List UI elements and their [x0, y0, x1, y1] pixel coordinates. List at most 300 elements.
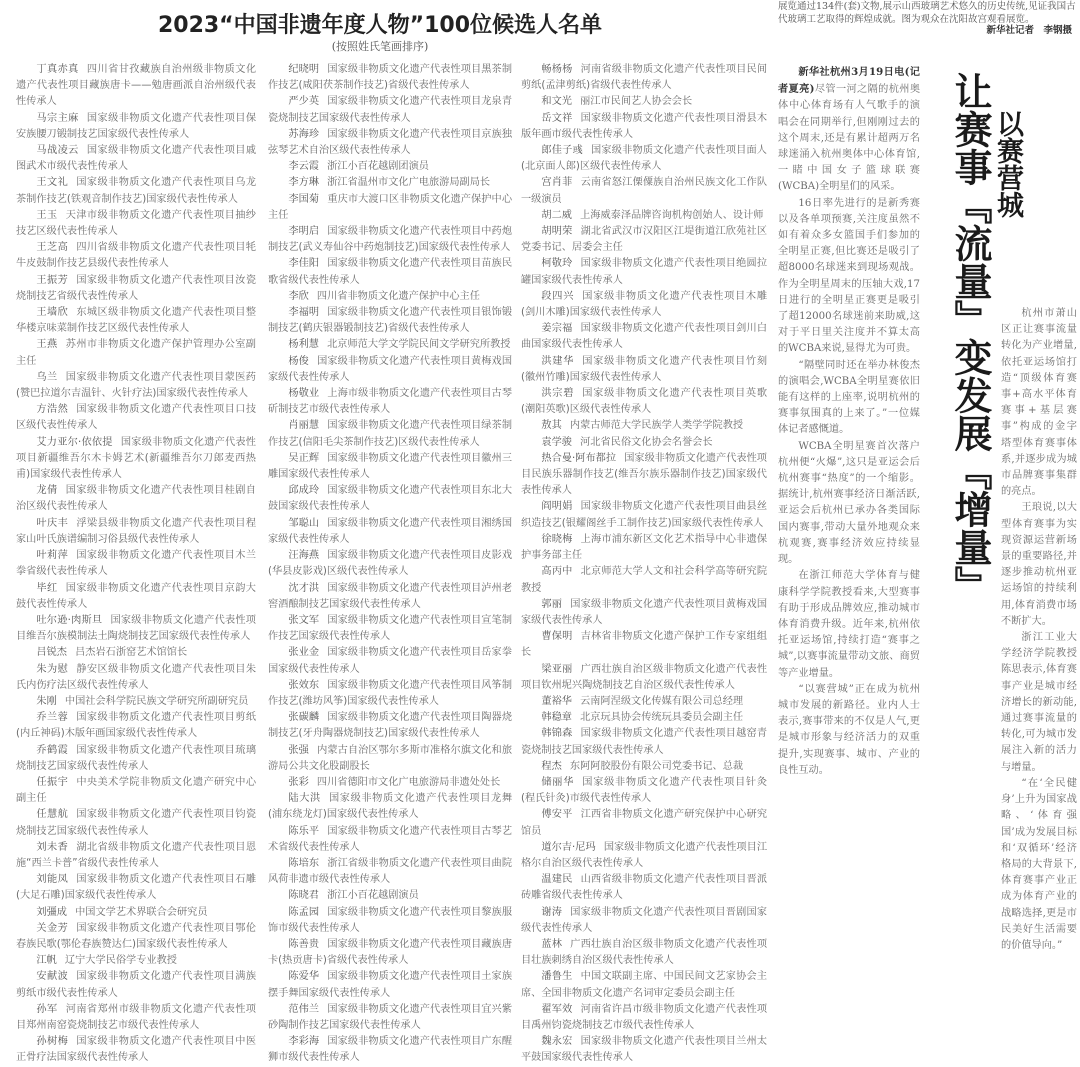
- candidate-name: 杨敬业: [288, 388, 320, 400]
- candidate-description: 浙江小百花越剧团演员: [327, 161, 429, 173]
- candidate-name: 张彩: [288, 776, 309, 788]
- candidate-entry: [521, 175, 767, 207]
- candidate-name: 叶庆丰: [36, 517, 69, 529]
- candidate-entry: [268, 775, 512, 791]
- candidate-entry: [268, 224, 512, 256]
- candidate-entry: [268, 62, 512, 94]
- candidate-description: 云南省怒江傈僳族自治州民族文化工作队一级演员: [521, 177, 768, 205]
- candidate-name: 敖其: [541, 420, 562, 432]
- candidate-description: 国家级非物质文化遗产代表性项目戚图武术市级代表性传承人: [16, 145, 257, 173]
- candidate-entry: [16, 775, 256, 807]
- article-paragraph: 16日率先进行的是新秀赛以及各单项预赛,关注度虽然不如有着众多女篮国手们参加的全明星正赛,但比赛还是吸引了超8000名球迷来到现场观战。作为全明星周末的压轴大戏,17日进行的全明星正赛更是吸引了超12000名球迷前来助威,这对于平日里关注度并不算太高的WCBA来说,显得尤为可贵。: [778, 197, 920, 355]
- candidate-description: 国家级非物质文化遗产代表性项目中药炮制技艺(武义寿仙谷中药炮制技艺)国家级代表性传承人: [268, 226, 513, 254]
- candidate-name: 毕红: [36, 582, 58, 594]
- candidate-description: 国家级非物质文化遗产代表性项目龙舞(浦东绕龙灯)国家级代表性传承人: [268, 793, 513, 821]
- candidate-name: 杨利慧: [288, 339, 319, 351]
- candidate-name: 苏海珍: [288, 128, 320, 140]
- candidate-name: 洪建华: [541, 355, 575, 367]
- candidate-description: 国家级非物质文化遗产代表性项目黎族服饰市级代表性传承人: [268, 906, 513, 934]
- candidate-name: 陈孟园: [288, 906, 320, 918]
- article-paragraph: “隔壁同时还在举办林俊杰的演唱会,WCBA全明星赛依旧能有这样的上座率,说明杭州的赛事氛围真的上来了。”一位媒体记者感慨道。: [778, 359, 920, 436]
- candidate-description: 国家级非物质文化遗产代表性项目徽州三雕国家级代表性传承人: [268, 452, 513, 481]
- candidate-name: 方浩然: [36, 404, 69, 416]
- candidate-entry: [16, 516, 256, 548]
- candidate-description: 国家级非物质文化遗产代表性项目龙泉青瓷烧制技艺国家级代表性传承人: [268, 96, 513, 124]
- article-paragraph: 王琅说,以大型体育赛事为实现资源运营新场景的重要路径,并逐步推动杭州亚运场馆的持续利用,体育消费市场不断扩大。: [1001, 502, 1077, 627]
- candidate-entry: [268, 905, 512, 937]
- candidate-description: 国家级非物质文化遗产代表性项目面人(北京面人郎)区级代表性传承人: [521, 145, 767, 173]
- candidate-description: 国家级非物质文化遗产代表性项目风筝制作技艺(潍坊风筝)国家级代表性传承人: [268, 679, 513, 707]
- candidate-name: 马战凌云: [36, 145, 79, 157]
- candidate-name: 邹聪山: [288, 517, 320, 529]
- candidate-description: 江西省非物质文化遗产研究保护中心研究馆员: [521, 809, 768, 837]
- candidate-entry: [16, 872, 256, 904]
- candidate-description: 湖北省级非物质文化遗产代表性项目恩施“西兰卡普”省级代表性传承人: [16, 841, 257, 869]
- candidate-description: 国家级非物质文化遗产代表性项目土家族摆手舞国家级代表性传承人: [268, 971, 513, 999]
- candidate-description: 国家级非物质文化遗产代表性项目宜兴紫砂陶制作技艺国家级代表性传承人: [268, 1003, 513, 1031]
- candidate-name: 陆大洪: [288, 793, 321, 805]
- candidate-name: 郭丽: [541, 598, 563, 610]
- candidate-name: 李彩海: [288, 1036, 320, 1048]
- candidate-entry: [521, 256, 767, 288]
- candidate-name: 龙倩: [36, 485, 58, 497]
- candidate-description: 广西壮族自治区级非物质文化遗产代表性项目壮族刺绣自治区级代表性传承人: [521, 938, 768, 967]
- candidate-description: 辽宁大学民俗学专业教授: [64, 955, 177, 967]
- candidate-entry: [268, 305, 512, 337]
- candidate-entry: [521, 564, 767, 596]
- candidate-entry: [521, 143, 767, 175]
- candidate-entry: [268, 791, 512, 823]
- candidate-entry: [521, 62, 767, 94]
- article-paragraph: “在‘全民健身’上升为国家战略、‘体育强国’成为发展目标和‘双循环’经济格局的大背景下,体育赛事产业正成为体育产业的战略选择,更是市民美好生活需要的价值导向。”: [1001, 777, 1077, 951]
- candidate-name: 叶莉萍: [36, 550, 69, 562]
- candidate-description: 国家级非物质文化遗产代表性项目钧瓷烧制技艺国家级代表性传承人: [16, 809, 257, 837]
- article-paragraph: 杭州市萧山区正让赛事流量转化为产业增量,依托亚运场馆打造“顶级体育赛事+高水平体育赛事+基层赛事”构成的金字塔型体育赛事体系,并逐步成为城市品牌赛事集群的亮点。: [1001, 308, 1077, 498]
- candidate-entry: [521, 435, 767, 451]
- candidate-entry: [268, 159, 512, 175]
- candidate-name: 翟军效: [541, 1003, 573, 1015]
- candidate-description: 河南省许昌市级非物质文化遗产代表性项目禹州钧瓷烧制技艺市级代表性传承人: [521, 1003, 768, 1031]
- candidate-entry: [521, 1002, 767, 1034]
- candidate-entry: [521, 94, 767, 110]
- candidate-description: 国家级非物质文化遗产代表性项目汝瓷烧制技艺省级代表性传承人: [16, 274, 257, 302]
- candidate-name: 储丽华: [541, 776, 575, 788]
- candidate-description: 广西壮族自治区级非物质文化遗产代表性项目钦州坭兴陶烧制技艺自治区级代表性传承人: [521, 663, 768, 691]
- candidate-name: 丁真赤真: [36, 64, 79, 75]
- candidate-entry: [268, 337, 512, 353]
- candidate-name: 江帆: [36, 955, 57, 967]
- candidate-name: 曹保明: [541, 631, 573, 643]
- candidate-name: 汪海燕: [288, 550, 320, 562]
- candidate-description: 国家级非物质文化遗产代表性项目曲县丝织造技艺(银耀阁丝手工制作技艺)国家级代表性传承人: [521, 501, 768, 529]
- candidate-name: 李国菊: [288, 193, 320, 205]
- candidate-entry: [521, 597, 767, 629]
- candidate-entry: [521, 499, 767, 531]
- candidate-description: 国家级非物质文化遗产代表性项目宣笔制作技艺国家级代表性传承人: [268, 614, 513, 643]
- candidate-entry: [521, 775, 767, 807]
- candidate-name: 袁学骏: [541, 436, 572, 448]
- candidate-name: 畅杨杨: [541, 64, 573, 75]
- candidate-name: 傅安平: [541, 809, 573, 821]
- candidate-description: 北京玩具协会传统玩具委员会副主任: [580, 712, 744, 724]
- candidate-description: 中国社会科学院民族文学研究所副研究员: [64, 695, 249, 707]
- candidate-description: 国家级非物质文化遗产代表性项目黄梅戏国家级代表性传承人: [521, 598, 768, 626]
- candidate-name: 宫肖菲: [541, 177, 573, 189]
- candidate-description: 国家级非物质文化遗产代表性项目石雕(大足石雕)国家级代表性传承人: [16, 874, 257, 902]
- candidate-entry: [16, 435, 256, 484]
- candidate-name: 陈晓君: [288, 890, 319, 902]
- candidate-name: 程杰: [541, 760, 562, 772]
- candidate-name: 陈培东: [288, 857, 320, 869]
- candidate-description: 国家级非物质文化遗产代表性项目古琴艺术省级代表性传承人: [268, 825, 513, 853]
- candidate-name: 谢涛: [541, 906, 563, 918]
- candidate-name: 蓝林: [541, 938, 563, 950]
- candidate-description: 国家级非物质文化遗产代表性项目藏族唐卡(热贡唐卡)省级代表性传承人: [268, 938, 513, 967]
- article-dateline: 新华社杭州3月19日电(记者夏亮): [778, 66, 920, 96]
- candidate-name: 热合曼·阿布都拉: [541, 452, 617, 464]
- candidate-name: 王玉: [36, 209, 58, 221]
- candidate-description: 国家级非物质文化遗产代表性项目江格尔自治区级代表性传承人: [521, 841, 768, 869]
- candidate-entry: [16, 240, 256, 272]
- candidate-name: 和文光: [541, 96, 572, 108]
- candidate-description: 国家级非物质文化遗产代表性项目木兰拳省级代表性传承人: [16, 550, 257, 578]
- candidate-description: 内蒙古自治区鄂尔多斯市准格尔旗文化和旅游局公共文化股副股长: [268, 744, 513, 772]
- candidate-description: 国家级非物质文化遗产代表性项目泸州老窖酒酿制技艺国家级代表性传承人: [268, 582, 513, 610]
- candidate-entry: [268, 256, 512, 288]
- candidate-name: 刘彊成: [36, 906, 67, 918]
- candidate-description: 中国文学艺术界联合会研究员: [75, 906, 208, 918]
- candidate-description: 云南阿涅级文化传媒有限公司总经理: [580, 695, 744, 707]
- candidate-name: 王振芳: [36, 274, 69, 286]
- candidate-name: 王墙欣: [36, 307, 69, 319]
- candidate-description: 静安区级非物质文化遗产代表性项目朱氏内伤疗法区级代表性传承人: [16, 663, 257, 691]
- candidate-entry: [521, 662, 767, 694]
- candidate-name: 吐尔逊·肉斯旦: [36, 614, 103, 626]
- candidate-entry: [268, 710, 512, 742]
- candidate-column-3: [521, 62, 767, 1067]
- candidate-description: 内蒙古师范大学民族学人类学学院教授: [569, 420, 744, 432]
- candidate-entry: [16, 921, 256, 953]
- candidate-entry: [521, 726, 767, 758]
- candidate-name: 姜宗福: [541, 323, 573, 335]
- candidate-entry: [16, 402, 256, 434]
- candidate-entry: [521, 418, 767, 434]
- candidate-description: 吉林省非物质文化遗产保护工作专家组组长: [521, 631, 768, 659]
- candidate-name: 任振宇: [36, 776, 69, 788]
- candidate-description: 国家级非物质文化遗产代表性项目木雕(剑川木雕)国家级代表性传承人: [521, 290, 768, 319]
- candidate-description: 河南省郑州市级非物质文化遗产代表性项目郑州南窑瓷烧制技艺市级代表性传承人: [16, 1003, 256, 1031]
- candidate-description: 重庆市大渡口区非物质文化遗产保护中心主任: [268, 193, 513, 221]
- candidate-entry: [16, 613, 256, 645]
- candidate-description: 国家级非物质文化遗产代表性项目广东醒狮市级代表性传承人: [268, 1036, 513, 1064]
- candidate-entry: [521, 532, 767, 564]
- candidate-name: 魏永宏: [541, 1036, 573, 1048]
- candidate-description: 国家级非物质文化遗产代表性项目英歌(潮阳英歌)区级代表性传承人: [521, 388, 768, 416]
- photo-credit: 新华社记者 李钢摄: [986, 25, 1072, 36]
- candidate-name: 洪宗碧: [541, 388, 575, 400]
- candidate-description: 国家级非物质文化遗产代表性项目桂剧自治区级代表性传承人: [16, 485, 256, 513]
- article-paragraph: “以赛营城”正在成为杭州城市发展的新路径。业内人士表示,赛事带来的不仅是人气,更是城市形象与经济活力的双重提升,实现赛事、城市、产业的良性互动。: [778, 683, 920, 776]
- candidate-name: 孙军: [36, 1003, 58, 1015]
- candidate-name: 邱成玲: [288, 485, 320, 497]
- candidate-entry: [268, 888, 512, 904]
- candidate-description: 湖北省武汉市汉阳区江堤街道江欣苑社区党委书记、居委会主任: [521, 226, 768, 254]
- candidate-description: 国家级非物质文化遗产代表性项目滑县木版年画市级代表性传承人: [521, 112, 768, 140]
- candidate-entry: [521, 905, 767, 937]
- candidate-description: 国家级非物质文化遗产代表性项目银饰锻制技艺(鹤庆银器锻制技艺)省级代表性传承人: [268, 307, 513, 335]
- candidate-description: 国家级非物质文化遗产代表性项目满族剪纸市级代表性传承人: [16, 971, 257, 999]
- candidate-name: 阎明娟: [541, 501, 573, 513]
- article-paragraph: 浙江工业大学经济学院教授陈思表示,体育赛事产业是城市经济增长的新动能,通过赛事流量的转化,可为城市发展注入新的活力与增量。: [1001, 632, 1077, 773]
- candidate-description: 国家级非物质文化遗产代表性项目苗族民歌省级代表性传承人: [268, 258, 513, 286]
- candidate-name: 李佳阳: [288, 258, 320, 270]
- candidate-entry: [268, 678, 512, 710]
- candidate-name: 道尔吉·尼玛: [541, 841, 596, 853]
- candidate-name: 徐晓梅: [541, 533, 573, 545]
- candidate-name: 李方琳: [288, 177, 319, 189]
- candidate-description: 国家级非物质文化遗产代表性项目鄂伦春族民歌(鄂伦春族赞达仁)国家级代表性传承人: [16, 922, 257, 950]
- candidate-name: 王芝高: [36, 242, 69, 254]
- page-title: 2023“中国非遗年度人物”100位候选人名单: [157, 13, 603, 38]
- candidate-description: 四川省德阳市文化广电旅游局非遗处处长: [316, 776, 501, 788]
- candidate-entry: [16, 905, 256, 921]
- candidate-entry: [521, 354, 767, 386]
- candidate-entry: [268, 613, 512, 645]
- candidate-entry: [268, 386, 512, 418]
- candidate-entry: [268, 581, 512, 613]
- candidate-name: 杨俊: [288, 355, 309, 367]
- candidate-description: 国家级非物质文化遗产代表性项目绝圆拉罐国家级代表性传承人: [521, 258, 768, 286]
- candidate-entry: [268, 645, 512, 677]
- candidate-entry: [268, 289, 512, 305]
- candidate-entry: [521, 208, 767, 224]
- candidate-name: 潘鲁生: [541, 971, 573, 983]
- candidate-entry: [16, 969, 256, 1001]
- article-subheadline: 以赛营城: [992, 110, 1023, 218]
- candidate-entry: [521, 224, 767, 256]
- candidate-description: 国家级非物质文化遗产代表性项目维吾尔族模制法土陶烧制技艺国家级代表性传承人: [16, 614, 256, 643]
- candidate-entry: [16, 953, 256, 969]
- candidate-description: 国家级非物质文化遗产代表性项目新疆维吾尔木卡姆艺术(新疆维吾尔刀郎麦西热甫)国家级代表性传承人: [16, 436, 256, 481]
- candidate-entry: [521, 1034, 767, 1066]
- candidate-name: 岳文祥: [541, 112, 573, 124]
- photo-caption-text: 展览通过134件(套)文物,展示山西玻璃艺术悠久的历史传统,见证我国古代玻璃工艺取得的辉煌成就。图为观众在沈阳故宫观看展览。: [778, 1, 1076, 25]
- article-body: [778, 64, 920, 779]
- candidate-name: 刘未香: [36, 841, 69, 853]
- candidate-entry: [16, 208, 256, 240]
- candidate-entry: [521, 289, 767, 321]
- candidate-description: 东阿阿胶股份有限公司党委书记、总裁: [569, 760, 744, 772]
- candidate-entry: [16, 548, 256, 580]
- candidate-entry: [268, 354, 512, 386]
- page-subtitle: (按照姓氏笔画排序): [331, 40, 429, 53]
- candidate-description: 国家级非物质文化遗产代表性项目保安族腰刀锻制技艺国家级代表性传承人: [16, 112, 257, 140]
- candidate-description: 北京师范大学文学院民间文学研究所教授: [327, 339, 511, 351]
- candidate-entry: [16, 840, 256, 872]
- candidate-entry: [521, 840, 767, 872]
- candidate-name: 陈爱华: [288, 971, 320, 983]
- candidate-description: 国家级非物质文化遗产代表性项目湘绣国家级代表性传承人: [268, 517, 513, 545]
- candidate-description: 四川省非物质文化遗产保护中心主任: [316, 290, 480, 302]
- candidate-name: 韩锦森: [541, 728, 573, 740]
- candidate-entry: [16, 581, 256, 613]
- candidate-name: 张文军: [288, 614, 320, 626]
- candidate-entry: [16, 143, 256, 175]
- candidate-entry: [268, 1034, 512, 1066]
- candidate-name: 范伟兰: [288, 1003, 320, 1015]
- candidate-entry: [521, 386, 767, 418]
- candidate-entry: [268, 94, 512, 126]
- candidate-entry: [521, 629, 767, 661]
- candidate-column-2: [268, 62, 512, 1067]
- candidate-entry: [16, 370, 256, 402]
- article-headline: 让赛事『流量』变发展『增量』: [948, 72, 993, 604]
- candidate-description: 吕杰岩石浙窑艺术馆馆长: [75, 647, 188, 659]
- candidate-name: 李欣: [288, 290, 309, 302]
- candidate-name: 王燕: [36, 339, 58, 351]
- candidate-entry: [16, 807, 256, 839]
- candidate-entry: [521, 710, 767, 726]
- candidate-entry: [268, 451, 512, 483]
- candidate-name: 吕锐杰: [36, 647, 67, 659]
- candidate-entry: [268, 175, 512, 191]
- candidate-name: 陈乐平: [288, 825, 320, 837]
- candidate-name: 沈才洪: [288, 582, 320, 594]
- candidate-description: 国家级非物质文化遗产代表性项目岳家拳国家级代表性传承人: [268, 647, 513, 675]
- candidate-entry: [16, 694, 256, 710]
- candidate-name: 马宗主麻: [36, 112, 79, 124]
- candidate-entry: [268, 937, 512, 969]
- candidate-description: 上海威泰泽品牌咨询机构创始人、设计师: [580, 209, 764, 221]
- candidate-description: 国家级非物质文化遗产代表性项目剑川白曲国家级代表性传承人: [521, 323, 768, 351]
- candidate-description: 国家级非物质文化遗产代表性项目中医正骨疗法国家级代表性传承人: [16, 1036, 257, 1064]
- candidate-description: 东城区级非物质文化遗产代表性项目整华楼京味菜制作技艺区级代表性传承人: [16, 307, 257, 335]
- candidate-description: 国家级非物质文化遗产代表性项目京族独弦琴艺术自治区级代表性传承人: [268, 128, 513, 157]
- candidate-entry: [16, 337, 256, 369]
- candidate-name: 张业金: [288, 647, 320, 659]
- candidate-description: 国家级非物质文化遗产代表性项目皮影戏(华县皮影戏)区级代表性传承人: [268, 550, 513, 578]
- candidate-name: 张碳麟: [288, 712, 320, 724]
- candidate-name: 朱为慰: [36, 663, 69, 675]
- candidate-description: 四川省级非物质文化遗产代表性项目牦牛皮鼓制作技艺县级代表性传承人: [16, 242, 257, 270]
- candidate-entry: [16, 710, 256, 742]
- candidate-description: 河北省民俗文化协会名誉会长: [580, 436, 713, 448]
- candidate-entry: [521, 694, 767, 710]
- candidate-name: 安献波: [36, 971, 69, 983]
- candidate-entry: [268, 127, 512, 159]
- candidate-description: 国家级非物质文化遗产代表性项目民族乐器制作技艺(维吾尔族乐器制作技艺)国家级代表性传承人: [521, 452, 767, 497]
- candidate-name: 董裕华: [541, 695, 572, 707]
- candidate-description: 苏州市非物质文化遗产保护管理办公室副主任: [16, 339, 256, 367]
- candidate-description: 丽江市民间艺人协会会长: [580, 96, 693, 108]
- candidate-name: 温建民: [541, 874, 573, 886]
- candidate-name: 高丙中: [541, 566, 573, 578]
- candidate-column-1: [16, 62, 256, 1067]
- candidate-entry: [268, 483, 512, 515]
- candidate-entry: [521, 872, 767, 904]
- candidate-entry: [521, 937, 767, 969]
- article-paragraph: 在浙江师范大学体育与健康科学学院教授看来,大型赛事有助于形成品牌效应,推动城市体育消费升级。近年来,杭州依托亚运场馆,持续打造“赛事之城”,以赛事流量带动文旅、商贸等产业增量。: [778, 570, 920, 679]
- candidate-name: 朱刚: [36, 695, 57, 707]
- candidate-entry: [16, 483, 256, 515]
- candidate-entry: [521, 969, 767, 1001]
- candidate-description: 国家级非物质文化遗产代表性项目陶器烧制技艺(牙舟陶器烧制技艺)国家级代表性传承人: [268, 712, 513, 740]
- candidate-description: 国家级非物质文化遗产代表性项目兰州太平鼓国家级代表性传承人: [521, 1036, 768, 1064]
- candidate-name: 刘能凤: [36, 874, 69, 886]
- candidate-entry: [268, 516, 512, 548]
- candidate-description: 浮梁县级非物质文化遗产代表性项目程家山叶氏族谱编制习俗县级代表性传承人: [16, 517, 257, 545]
- article-body-right: [1001, 306, 1077, 954]
- candidate-entry: [268, 192, 512, 224]
- candidate-entry: [16, 662, 256, 694]
- candidate-description: 四川省甘孜藏族自治州级非物质文化遗产代表性项目藏族唐卡——勉唐画派自治州级代表性传承人: [16, 64, 257, 108]
- candidate-description: 山西省级非物质文化遗产代表性项目晋派砖雕省级代表性传承人: [521, 874, 768, 902]
- candidate-name: 任慧航: [36, 809, 69, 821]
- candidate-entry: [16, 111, 256, 143]
- candidate-entry: [268, 856, 512, 888]
- candidate-entry: [16, 273, 256, 305]
- candidate-name: 乌兰: [36, 371, 58, 383]
- candidate-description: 国家级非物质文化遗产代表性项目越窑青瓷烧制技艺国家级代表性传承人: [521, 728, 768, 756]
- candidate-name: 艾力亚尔·依依提: [36, 436, 113, 448]
- candidate-name: 李明启: [288, 226, 320, 238]
- candidate-name: 王文礼: [36, 177, 69, 189]
- candidate-name: 梁亚丽: [541, 663, 573, 675]
- candidate-description: 中国文联副主席、中国民间文艺家协会主席、全国非物质文化遗产名词审定委员会副主任: [521, 971, 768, 999]
- candidate-entry: [16, 645, 256, 661]
- candidate-description: 国家级非物质文化遗产代表性项目蒙医药(赞巴拉道尔吉温针、火针疗法)国家级代表性传承人: [16, 371, 256, 400]
- candidate-description: 上海市级非物质文化遗产代表性项目古琴斫制技艺市级代表性传承人: [268, 388, 513, 416]
- candidate-name: 肖丽慧: [288, 420, 320, 432]
- candidate-name: 陈善贵: [288, 938, 320, 950]
- candidate-entry: [521, 807, 767, 839]
- candidate-description: 河南省级非物质文化遗产代表性项目民间剪纸(孟津剪纸)省级代表性传承人: [521, 64, 768, 92]
- candidate-description: 国家级非物质文化遗产代表性项目绿茶制作技艺(信阳毛尖茶制作技艺)区级代表性传承人: [268, 420, 513, 448]
- candidate-name: 严少英: [288, 96, 320, 108]
- candidate-description: 浙江省级非物质文化遗产代表性项目曲院风荷非遗市级代表性传承人: [268, 857, 513, 886]
- candidate-description: 国家级非物质文化遗产代表性项目琉璃烧制技艺国家级代表性传承人: [16, 744, 257, 772]
- candidate-name: 纪晓明: [288, 64, 320, 75]
- article-paragraph: WCBA全明星赛首次落户杭州便“火爆”,这只是亚运会后杭州赛事“热度”的一个缩影。据统计,杭州赛事经济日渐活跃,亚运会后杭州已承办各类国际国内赛事,带动大量外地观众来杭观赛,赛事经济效应持续显现。: [778, 440, 920, 566]
- candidate-name: 张强: [288, 744, 309, 756]
- candidate-name: 郎佳子彧: [541, 145, 583, 157]
- candidate-name: 吴正辉: [288, 452, 320, 464]
- candidate-entry: [16, 1034, 256, 1066]
- candidate-entry: [16, 305, 256, 337]
- candidate-description: 国家级非物质文化遗产代表性项目剪纸(内丘神码)木版年画国家级代表性传承人: [16, 712, 257, 740]
- candidate-entry: [16, 743, 256, 775]
- candidate-name: 段四兴: [541, 290, 575, 302]
- candidate-entry: [16, 62, 256, 111]
- candidate-entry: [268, 418, 512, 450]
- candidate-description: 国家级非物质文化遗产代表性项目黄梅戏国家级代表性传承人: [268, 355, 513, 383]
- candidate-entry: [268, 1002, 512, 1034]
- candidate-description: 浙江小百花越剧演员: [327, 890, 419, 902]
- candidate-entry: [268, 548, 512, 580]
- candidate-description: 上海市浦东新区文化艺术指导中心非遗保护事务部主任: [521, 533, 768, 562]
- candidate-name: 张效东: [288, 679, 320, 691]
- candidate-name: 李福明: [288, 307, 320, 319]
- candidate-name: 李云霞: [288, 161, 319, 173]
- candidate-name: 孙树梅: [36, 1036, 69, 1048]
- candidate-name: 乔兰蓉: [36, 712, 69, 724]
- candidate-entry: [16, 175, 256, 207]
- candidate-description: 天津市级非物质文化遗产代表性项目抽纱技艺区级代表性传承人: [16, 209, 256, 238]
- candidate-entry: [268, 969, 512, 1001]
- candidate-description: 中央美术学院非物质文化遗产研究中心副主任: [16, 776, 257, 805]
- article-paragraph: 新华社杭州3月19日电(记者夏亮)尽管一河之隔的杭州奥体中心体育场有人气歌手的演唱会在同期举行,但刚刚过去的这个周末,还是有累计超两万名球迷涌入杭州奥体中心体育馆,一睹中国女子篮球联赛(WCBA)全明星们的风采。: [778, 66, 921, 193]
- candidate-description: 国家级非物质文化遗产代表性项目竹刻(徽州竹雕)国家级代表性传承人: [521, 355, 768, 383]
